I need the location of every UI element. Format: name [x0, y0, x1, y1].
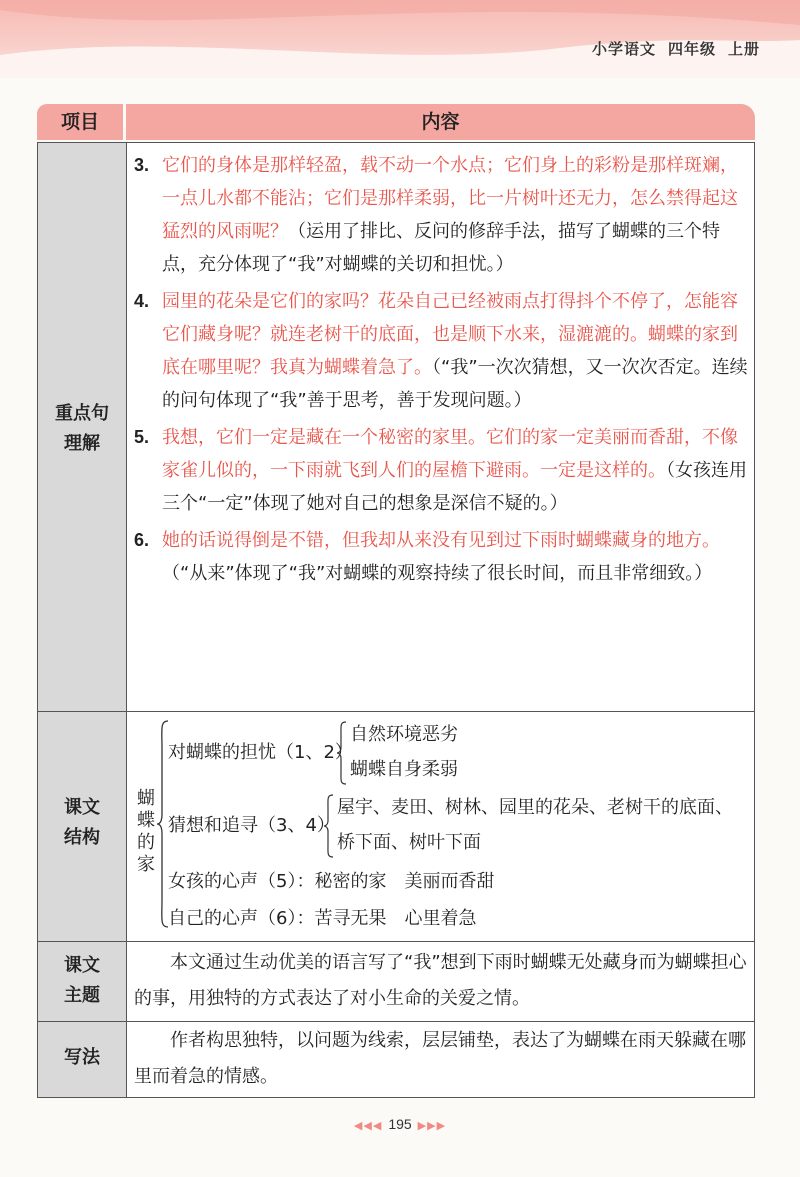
theme-text: 本文通过生动优美的语言写了“我”想到下雨时蝴蝶无处藏身而为蝴蝶担心的事，用独特的方式表达了对小生命的关爱之情。 [134, 952, 747, 1009]
column-header-content: 内容 [126, 104, 755, 140]
note-text: （“从来”体现了“我”对蝴蝶的观察持续了很长时间，而且非常细致。） [162, 563, 713, 584]
note-text: （“我”一次次猜想，又一次次否定。连续的问句体现了“我”善于思考，善于发现问题。） [162, 357, 748, 411]
item-number: 3. [134, 155, 150, 175]
branch1-brace-icon [336, 720, 348, 786]
quote-text: 我想，它们一定是藏在一个秘密的家里。它们的家一定美丽而香甜，不像家雀儿似的，一下雨就飞到人们的屋檐下避雨。一定是这样的。 [162, 427, 738, 481]
item-number: 6. [134, 530, 150, 550]
table-body [37, 142, 755, 1098]
label-line: 重点句 [55, 403, 109, 424]
page-number: 195 [388, 1116, 412, 1132]
label-line: 结构 [64, 827, 100, 848]
label-line: 主题 [64, 985, 100, 1006]
notes-table [37, 104, 755, 1098]
structure-branch-2-sub-1: 屋宇、麦田、树林、园里的花朵、老树干的底面、 [337, 797, 733, 818]
book-grade: 四年级 [667, 40, 716, 58]
list-item [134, 421, 748, 520]
label-line: 课文 [64, 797, 100, 818]
left-arrows-icon: ◀◀◀ [353, 1119, 383, 1132]
row-divider [38, 941, 754, 942]
page-footer [0, 1116, 800, 1133]
right-arrows-icon: ▶▶▶ [417, 1119, 447, 1132]
structure-branch-4: 自己的心声（6）：苦寻无果 心里着急 [168, 908, 477, 929]
row-divider [38, 1021, 754, 1022]
structure-branch-1-sub-1: 自然环境恶劣 [350, 724, 458, 745]
list-item [134, 285, 748, 417]
structure-branch-1: 对蝴蝶的担忧（1、2） [168, 742, 353, 763]
row-label-theme [38, 951, 126, 1011]
item-number: 5. [134, 427, 150, 447]
structure-root: 蝴蝶的家 [137, 788, 155, 875]
structure-branch-2-sub-2: 桥下面、树叶下面 [337, 832, 481, 853]
key-sentences-content [134, 149, 748, 590]
row-divider [38, 711, 754, 712]
book-subject: 小学语文 [591, 40, 656, 58]
branch2-brace-icon [323, 793, 335, 859]
quote-text: 园里的花朵是它们的家吗？花朵自己已经被雨点打得抖个不停了，怎能容它们藏身呢？就连老树干的底面，也是顺下水来，湿漉漉的。蝴蝶的家到底在哪里呢？我真为蝴蝶着急了。 [162, 291, 738, 378]
list-item [134, 524, 748, 590]
structure-branch-1-sub-2: 蝴蝶自身柔弱 [350, 759, 458, 780]
column-header-item: 项目 [37, 104, 123, 140]
note-text: （女孩连用三个“一定”体现了她对自己的想象是深信不疑的。） [162, 460, 747, 514]
row-label-writing: 写法 [64, 1047, 100, 1068]
quote-text: 她的话说得倒是不错，但我却从来没有见到过下雨时蝴蝶藏身的地方。 [162, 530, 720, 551]
row-label-structure [38, 793, 126, 853]
note-text: （运用了排比、反问的修辞手法，描写了蝴蝶的三个特点，充分体现了“我”对蝴蝶的关切和担忧。） [162, 221, 720, 275]
label-line: 理解 [64, 433, 100, 454]
book-title [580, 38, 760, 59]
book-volume: 上册 [727, 40, 760, 58]
label-line: 课文 [64, 955, 100, 976]
writing-text: 作者构思独特，以问题为线索，层层铺垫，表达了为蝴蝶在雨天躲藏在哪里而着急的情感。 [134, 1030, 746, 1087]
quote-text: 它们的身体是那样轻盈，载不动一个水点；它们身上的彩粉是那样斑斓，一点儿水都不能沾；它们是那样柔弱，比一片树叶还无力，怎么禁得起这猛烈的风雨呢？ [162, 155, 738, 242]
list-item [134, 149, 748, 281]
row-label-key-sentences [38, 399, 126, 459]
item-number: 4. [134, 291, 150, 311]
top-decorative-band [0, 0, 800, 78]
structure-branch-3: 女孩的心声（5）：秘密的家 美丽而香甜 [168, 871, 495, 892]
structure-branch-2: 猜想和追寻（3、4） [168, 815, 335, 836]
